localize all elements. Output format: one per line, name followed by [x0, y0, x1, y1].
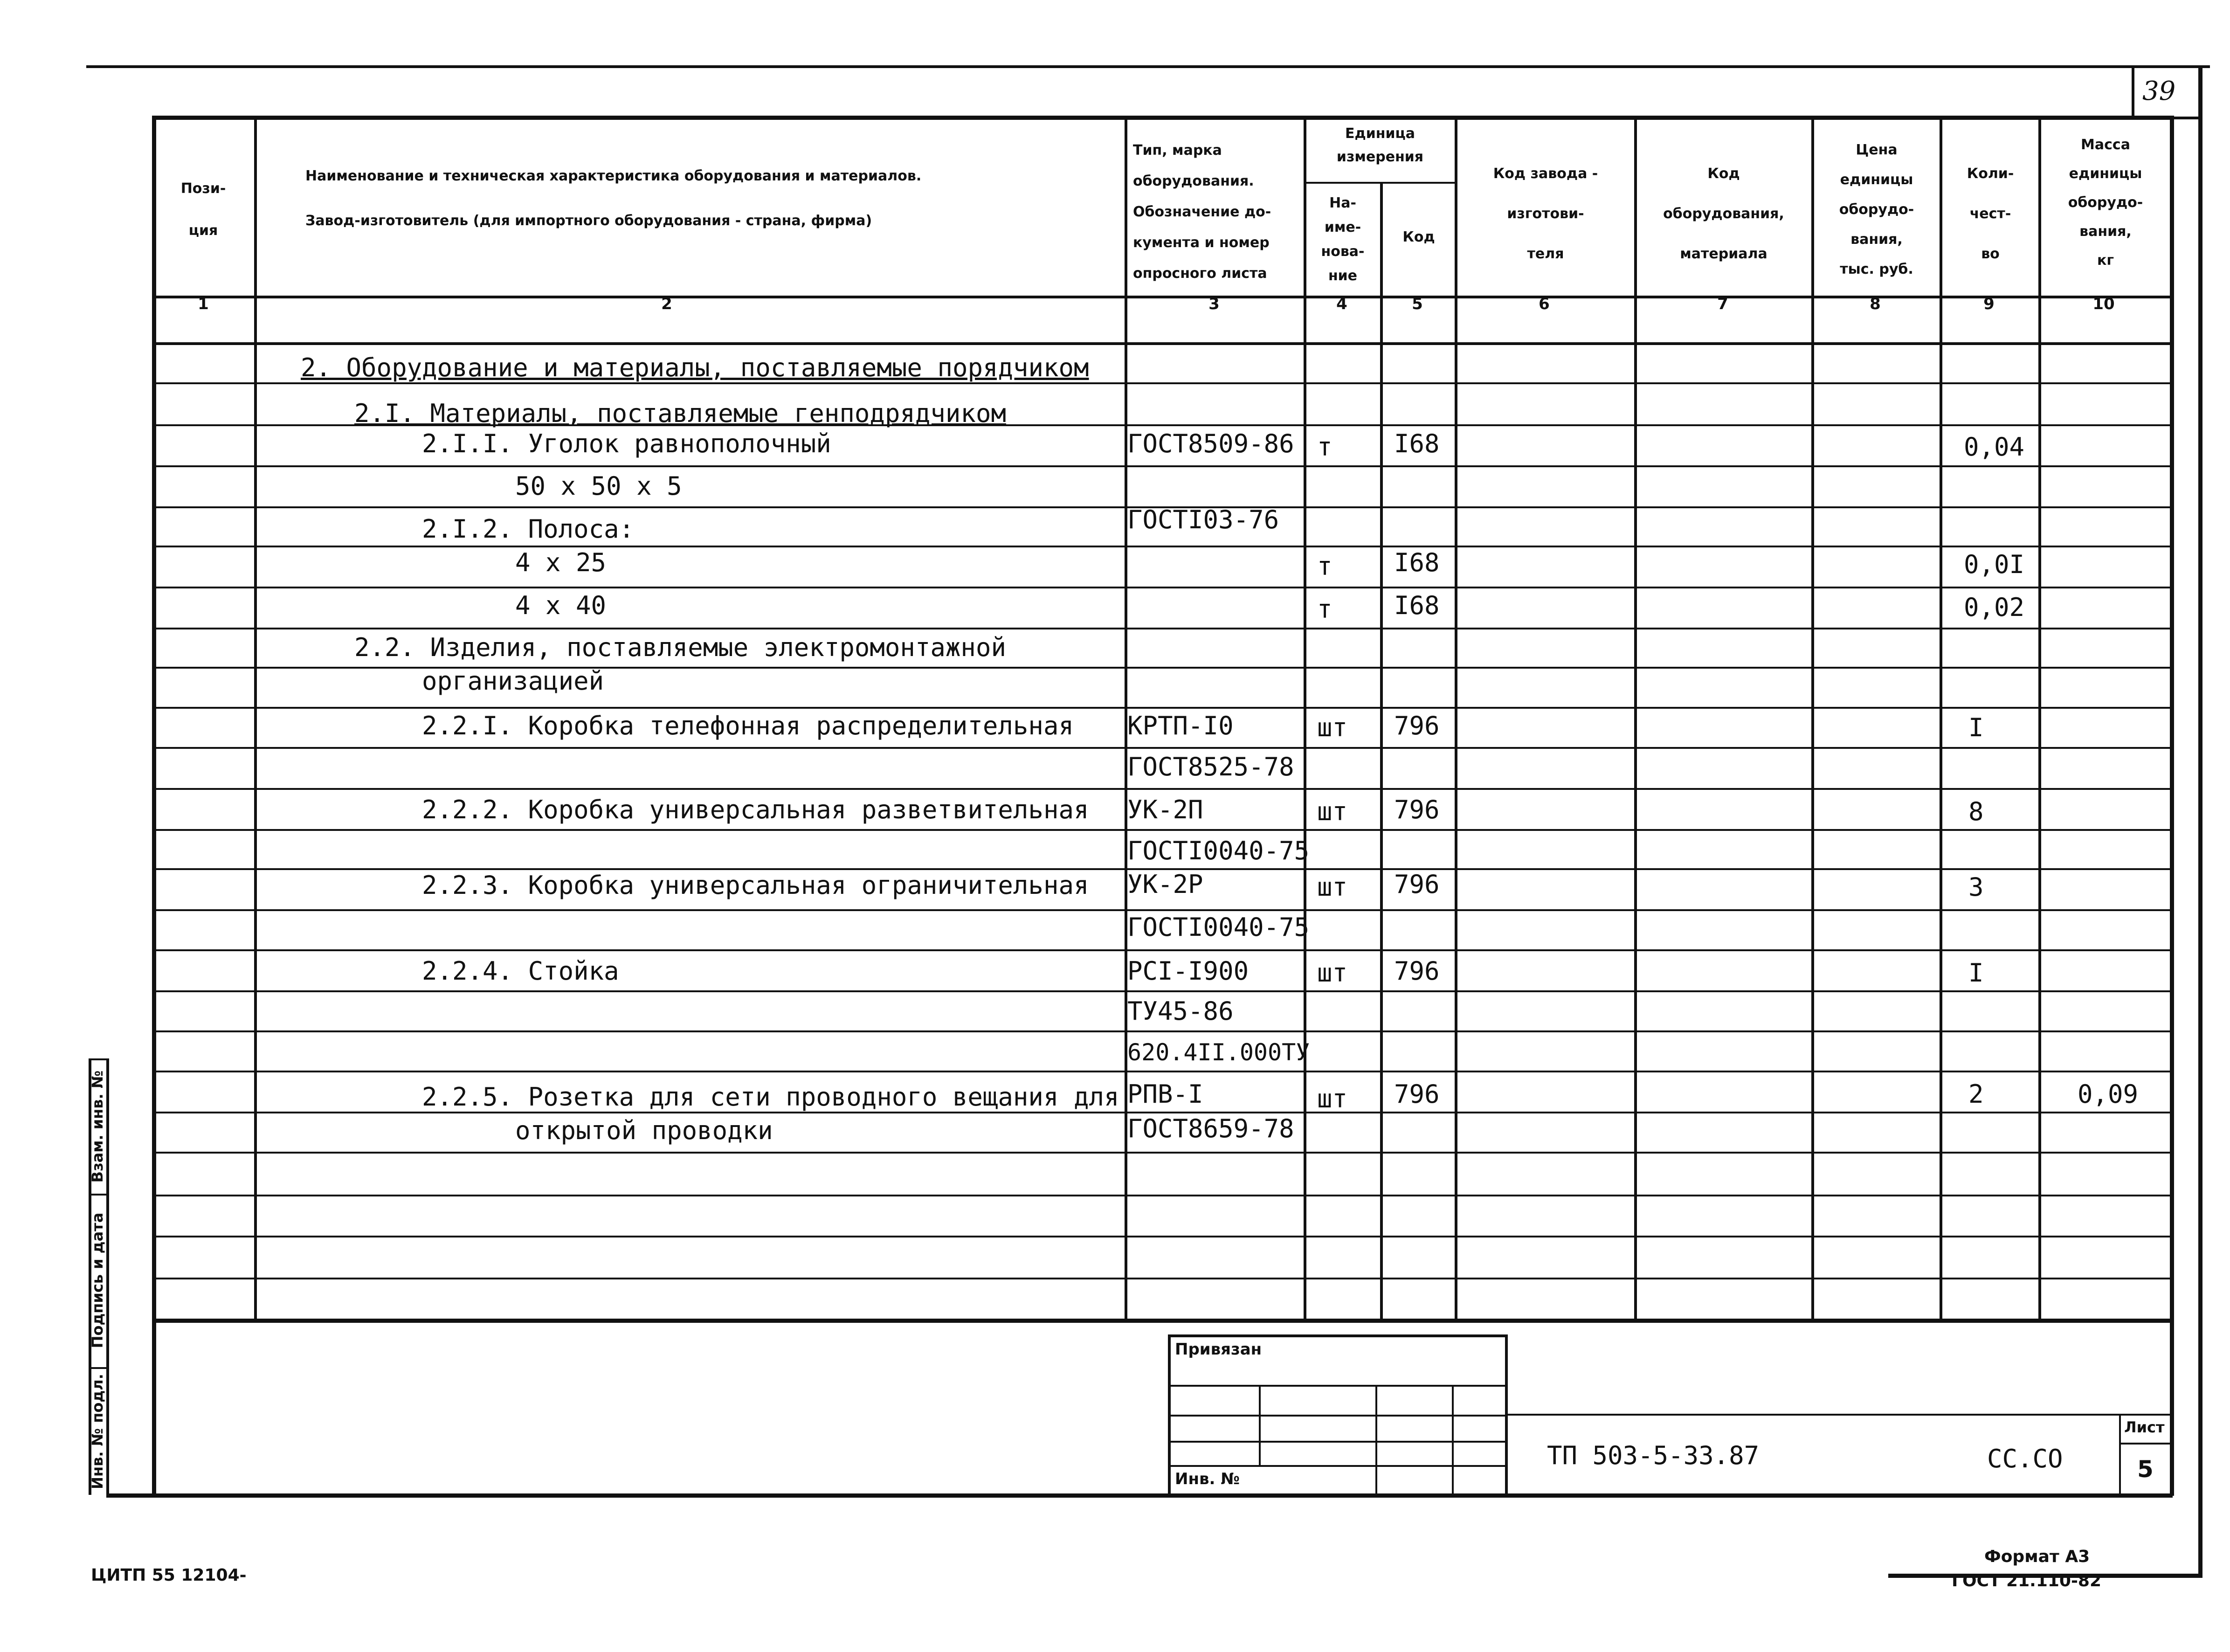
- row-line: [153, 465, 2172, 467]
- row-code: I68: [1394, 548, 1440, 577]
- row-unit: шт: [1317, 713, 1348, 742]
- side-label-inv-orig: Инв. № подл.: [89, 1374, 106, 1489]
- col-line-6: [1455, 116, 1457, 1320]
- row-name: 2.2.I. Коробка телефонная распределительная: [422, 711, 1074, 740]
- header-col8: Цена единицы оборудо- вания, тыс. руб.: [1839, 142, 1914, 277]
- stamp-top: [1169, 1334, 1506, 1337]
- stamp-line: [1169, 1385, 1506, 1387]
- row-qty: I: [1968, 713, 1984, 742]
- header-col3: Тип, марка оборудования. Обозначение до- кумента и номер опросного листа: [1133, 142, 1271, 282]
- stamp-designation: ТП 503-5-33.87: [1547, 1441, 1760, 1470]
- header-col6: Код завода - изготови- теля: [1493, 166, 1598, 262]
- table-left: [152, 116, 156, 1496]
- row-doc: РСI-I900: [1127, 956, 1249, 986]
- footer-format: Формат А3: [1984, 1547, 2090, 1566]
- row-name: 2.2.4. Стойка: [422, 956, 619, 986]
- stamp-line: [1169, 1465, 1506, 1467]
- side-label-sign-date: Подпись и дата: [89, 1212, 106, 1348]
- header-col9: Коли- чест- во: [1967, 166, 2014, 262]
- row-code: 796: [1394, 1079, 1440, 1109]
- table-right: [2170, 116, 2174, 1496]
- row-code: 796: [1394, 870, 1440, 899]
- column-number: 10: [2092, 295, 2115, 313]
- row-line: [153, 707, 2172, 709]
- corner-sheet-number: 39: [2142, 76, 2176, 106]
- column-number: 5: [1412, 295, 1423, 313]
- header-col10: Масса единицы оборудо- вания, кг: [2068, 137, 2143, 269]
- column-number: 2: [661, 295, 672, 313]
- row-unit: т: [1317, 552, 1332, 581]
- stamp-col: [1375, 1385, 1377, 1494]
- row-doc: ГОСТI0040-75: [1127, 836, 1310, 865]
- table-top: [153, 116, 2172, 120]
- subsection-heading: 2.2. Изделия, поставляемые электромонтажной: [354, 633, 1006, 662]
- row-line: [153, 1030, 2172, 1032]
- row-unit: шт: [1317, 958, 1348, 988]
- stamp-line: [1169, 1415, 1506, 1417]
- row-qty: 2: [1968, 1079, 1984, 1109]
- column-number: 6: [1539, 295, 1550, 313]
- header-col2: Наименование и техническая характеристика оборудования и материалов. Завод-изготовитель (для импортного оборудования - страна, фирма): [305, 168, 922, 229]
- row-line: [153, 1112, 2172, 1113]
- row-name: 4 х 25: [515, 548, 607, 577]
- col-line-5: [1380, 182, 1383, 1320]
- column-number: 4: [1336, 295, 1347, 313]
- row-mass: 0,09: [2078, 1079, 2139, 1109]
- col-line-9: [1940, 116, 1942, 1320]
- row-unit: шт: [1317, 1084, 1348, 1113]
- row-line: [153, 747, 2172, 749]
- top-rule: [86, 65, 2210, 68]
- stamp-col: [1259, 1385, 1261, 1465]
- stamp-sheet-label: Лист: [2124, 1418, 2165, 1436]
- header-unit-group: Единица измерения: [1336, 125, 1424, 165]
- titleblock-top: [1506, 1414, 2172, 1416]
- header-col5: Код: [1402, 229, 1435, 245]
- colnum-bottom: [153, 342, 2172, 345]
- row-line: [153, 546, 2172, 547]
- header-col7: Код оборудования, материала: [1663, 166, 1784, 262]
- column-number: 3: [1208, 295, 1220, 313]
- row-code: I68: [1394, 429, 1440, 458]
- row-name: 2.2.2. Коробка универсальная разветвительная: [422, 795, 1089, 824]
- row-doc: 620.4II.000ТУ: [1127, 1039, 1310, 1066]
- row-name: 2.I.2. Полоса:: [422, 514, 635, 544]
- row-unit: шт: [1317, 872, 1348, 902]
- row-line: [153, 788, 2172, 790]
- column-number: 9: [1983, 295, 1995, 313]
- row-unit: т: [1317, 432, 1332, 462]
- row-qty: I: [1968, 958, 1984, 988]
- row-doc: УК-2П: [1127, 795, 1203, 824]
- stamp-sheet-number: 5: [2137, 1456, 2154, 1483]
- row-code: 796: [1394, 956, 1440, 986]
- column-number: 1: [198, 295, 209, 313]
- row-line: [153, 990, 2172, 992]
- col-line-2: [254, 116, 257, 1320]
- row-qty: 3: [1968, 872, 1984, 902]
- row-name: 2.2.5. Розетка для сети проводного вещания для: [422, 1082, 1119, 1112]
- row-line: [153, 587, 2172, 588]
- row-line: [153, 1195, 2172, 1196]
- row-doc: ГОСТI0040-75: [1127, 912, 1310, 942]
- frame-right: [2198, 65, 2202, 1576]
- header-col1: Пози- ция: [180, 180, 226, 239]
- sheet-box-split: [2119, 1443, 2171, 1445]
- stamp-bound-label: Привязан: [1175, 1340, 1262, 1359]
- stamp-code: СС.СО: [1987, 1444, 2063, 1473]
- column-number: 8: [1870, 295, 1881, 313]
- row-qty: 0,0I: [1964, 550, 2025, 579]
- footer-left: ЦИТП 55 12104-: [91, 1566, 247, 1585]
- col-line-4: [1304, 116, 1306, 1320]
- corner-box-left: [2132, 65, 2134, 118]
- section-heading: 2. Оборудование и материалы, поставляемые порядчиком: [301, 353, 1089, 382]
- row-doc: ГОСТ8659-78: [1127, 1114, 1294, 1143]
- row-code: I68: [1394, 591, 1440, 620]
- col-line-7: [1634, 116, 1637, 1320]
- stamp-inv-label: Инв. №: [1175, 1470, 1240, 1488]
- stamp-line: [1169, 1441, 1506, 1443]
- col-line-10: [2038, 116, 2041, 1320]
- row-qty: 0,04: [1964, 432, 2025, 462]
- stamp-col: [1452, 1385, 1454, 1494]
- table-bottom: [106, 1493, 2173, 1498]
- row-doc: ГОСТ8509-86: [1127, 429, 1294, 458]
- row-doc: ТУ45-86: [1127, 996, 1234, 1026]
- row-line: [153, 829, 2172, 831]
- row-unit: т: [1317, 594, 1332, 624]
- row-line: [153, 1152, 2172, 1154]
- row-name: 4 х 40: [515, 591, 607, 620]
- row-line: [153, 909, 2172, 911]
- row-line: [153, 1071, 2172, 1072]
- row-code: 796: [1394, 711, 1440, 740]
- row-line: [153, 382, 2172, 384]
- row-doc: УК-2Р: [1127, 870, 1203, 899]
- row-unit: шт: [1317, 797, 1348, 826]
- row-code: 796: [1394, 795, 1440, 824]
- col-line-8: [1811, 116, 1814, 1320]
- sheet-box-left: [2119, 1414, 2121, 1494]
- table-body-bottom: [152, 1319, 2172, 1323]
- column-number: 7: [1717, 295, 1728, 313]
- row-name: открытой проводки: [515, 1116, 773, 1145]
- row-name: организацией: [422, 666, 604, 696]
- row-line: [153, 1236, 2172, 1237]
- row-name: 2.I.I. Уголок равнополочный: [422, 429, 831, 458]
- row-name: 50 х 50 х 5: [515, 471, 682, 501]
- row-doc: ГОСТI03-76: [1127, 505, 1279, 534]
- subsection-heading: 2.I. Материалы, поставляемые генподрядчиком: [354, 399, 1006, 428]
- row-name: 2.2.3. Коробка универсальная ограничительная: [422, 871, 1089, 900]
- stamp-left: [1168, 1334, 1171, 1494]
- header-col4: На- име- нова- ние: [1321, 195, 1365, 284]
- row-line: [153, 628, 2172, 629]
- row-doc: КРТП-I0: [1127, 711, 1234, 740]
- row-doc: ГОСТ8525-78: [1127, 752, 1294, 781]
- row-qty: 0,02: [1964, 593, 2025, 622]
- side-label-replace-inv: Взам. инв. №: [89, 1070, 106, 1183]
- row-line: [153, 949, 2172, 951]
- row-line: [153, 1278, 2172, 1279]
- row-qty: 8: [1968, 797, 1984, 826]
- row-doc: РПВ-I: [1127, 1079, 1203, 1109]
- footer-gost: ГОСТ 21.110-82: [1952, 1571, 2102, 1590]
